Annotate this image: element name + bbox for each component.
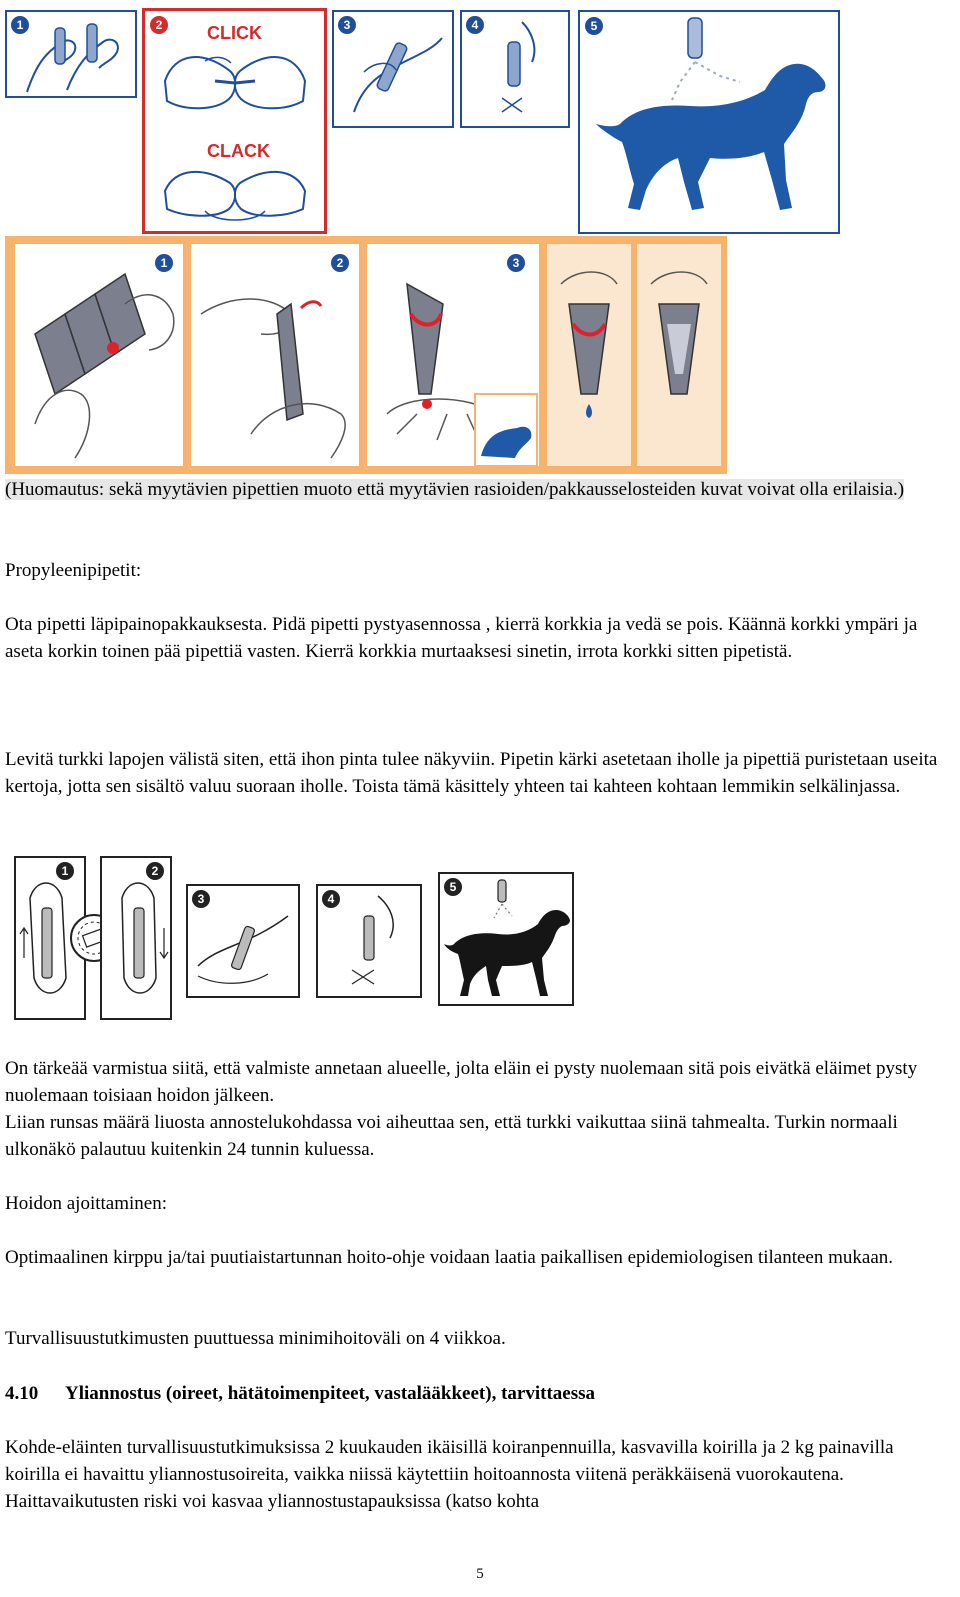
minimum-interval-paragraph: Turvallisuustutkimusten puuttuessa minimihoitoväli on 4 viikkoa.	[5, 1328, 506, 1349]
step-number-badge: 2	[146, 862, 164, 880]
treatment-plan-paragraph: Optimaalinen kirppu ja/tai puutiaistartunnan hoito-ohje voidaan laatia paikallisen epidemiologisen tilanteen mukaan.	[5, 1247, 893, 1268]
alt-step-2-panel	[100, 856, 172, 1020]
pipette-empty-illustration	[637, 244, 721, 466]
section-title: Yliannostus (oireet, hätätoimenpiteet, vastalääkkeet), tarvittaessa	[65, 1383, 595, 1404]
step-3-panel	[332, 10, 454, 128]
click-label: CLICK	[207, 23, 262, 43]
pipette-step-2-panel	[191, 244, 359, 466]
pipette-step-1-panel	[15, 244, 183, 466]
sticky-fur-paragraph: Liian runsas määrä liuosta annostelukohdassa voi aiheuttaa sen, että turkki vaikuttaa siinä tahmealta. Turkin normaali ulkonäkö palautuu kuitenkin 24 tunnin kuluessa.	[5, 1112, 898, 1160]
application-instructions-paragraph: Levitä turkki lapojen välistä siten, että ihon pinta tulee näkyviin. Pipetin kärki asetetaan iholle ja pipettiä puristetaan useita kertoja, jotta sen sisältö valuu suoraan iholle. Toista tämä käsittely yhteen tai kahteen kohtaan lemmikin selkälinjassa.	[5, 749, 938, 797]
step-number-badge: 3	[507, 254, 525, 272]
pipette-instructions-figure	[5, 236, 727, 474]
propylene-pipettes-heading: Propyleenipipetit:	[5, 560, 142, 581]
step-number-badge: 1	[155, 254, 173, 272]
clack-label: CLACK	[207, 141, 270, 161]
step-number-badge: 1	[11, 16, 29, 34]
step-2-panel	[142, 8, 327, 234]
page-number: 5	[476, 1566, 484, 1582]
pipette-step-3-panel	[367, 244, 539, 466]
applicator-instructions-figure	[5, 8, 840, 236]
licking-warning-paragraph: On tärkeää varmistua siitä, että valmiste annetaan alueelle, jolta eläin ei pysty nuolemaan sitä pois eivätkä eläimet pysty nuolemaan toisiaan hoidon jälkeen.	[5, 1058, 918, 1106]
treatment-timing-heading: Hoidon ajoittaminen:	[5, 1193, 168, 1214]
dog-silhouette	[596, 64, 825, 210]
pipette-squeeze-panel-b	[637, 244, 721, 466]
step-4-panel	[460, 10, 570, 128]
packaging-note-text: (Huomautus: sekä myytävien pipettien muoto että myytävien rasioiden/pakkausselosteiden kuvat voivat olla erilaisia.)	[5, 479, 905, 500]
pipette-blister-reversed-illustration	[102, 858, 170, 1018]
pipette-drop-illustration	[547, 244, 631, 466]
alt-step-3-panel	[186, 884, 300, 998]
hands-snapping-tip-illustration	[191, 244, 359, 466]
dog-application-illustration	[580, 12, 838, 232]
step-number-badge: 1	[56, 862, 74, 880]
packaging-note	[5, 476, 945, 503]
step-number-badge: 2	[150, 16, 168, 34]
pipette-squeeze-panel-a	[547, 244, 631, 466]
opening-instructions-paragraph: Ota pipetti läpipainopakkauksesta. Pidä pipetti pystyasennossa , kierrä korkkia ja vedä se pois. Käännä korkki ympäri ja aseta korkin toinen pää pipettiä vasten. Kierrä korkkia murtaaksesi sinetin, irrota korkki sitten pipetistä.	[5, 614, 918, 662]
alt-step-4-panel	[316, 884, 422, 998]
click-clack-illustration	[145, 11, 324, 231]
step-number-badge: 3	[192, 890, 210, 908]
step-number-badge: 3	[338, 16, 356, 34]
step-5-panel	[578, 10, 840, 234]
step-number-badge: 5	[444, 878, 462, 896]
step-number-badge: 4	[466, 16, 484, 34]
overdose-paragraph: Kohde-eläinten turvallisuustutkimuksissa 2 kuukauden ikäisillä koiranpennuilla, kasvavilla koirilla ja 2 kg painavilla koirilla ei havaittu yliannostusoireita, vaikka niissä käytettiin hoitoannosta viitenä peräkkäisenä vuorokautena. Haittavaikutusten riski voi kasvaa yliannostustapauksissa (katso kohta	[5, 1437, 894, 1512]
step-number-badge: 4	[322, 890, 340, 908]
pipettes-with-hand-illustration	[15, 244, 183, 466]
step-1-panel	[5, 10, 137, 98]
alternative-pipette-figure	[14, 856, 576, 1024]
step-number-badge: 5	[585, 17, 603, 35]
pipette-applied-to-fur-illustration	[367, 244, 539, 466]
dog-black-silhouette-illustration	[440, 874, 572, 1004]
alt-step-5-panel	[438, 872, 574, 1006]
section-4-10-heading	[5, 1380, 945, 1407]
step-number-badge: 2	[331, 254, 349, 272]
section-number: 4.10	[5, 1383, 39, 1404]
